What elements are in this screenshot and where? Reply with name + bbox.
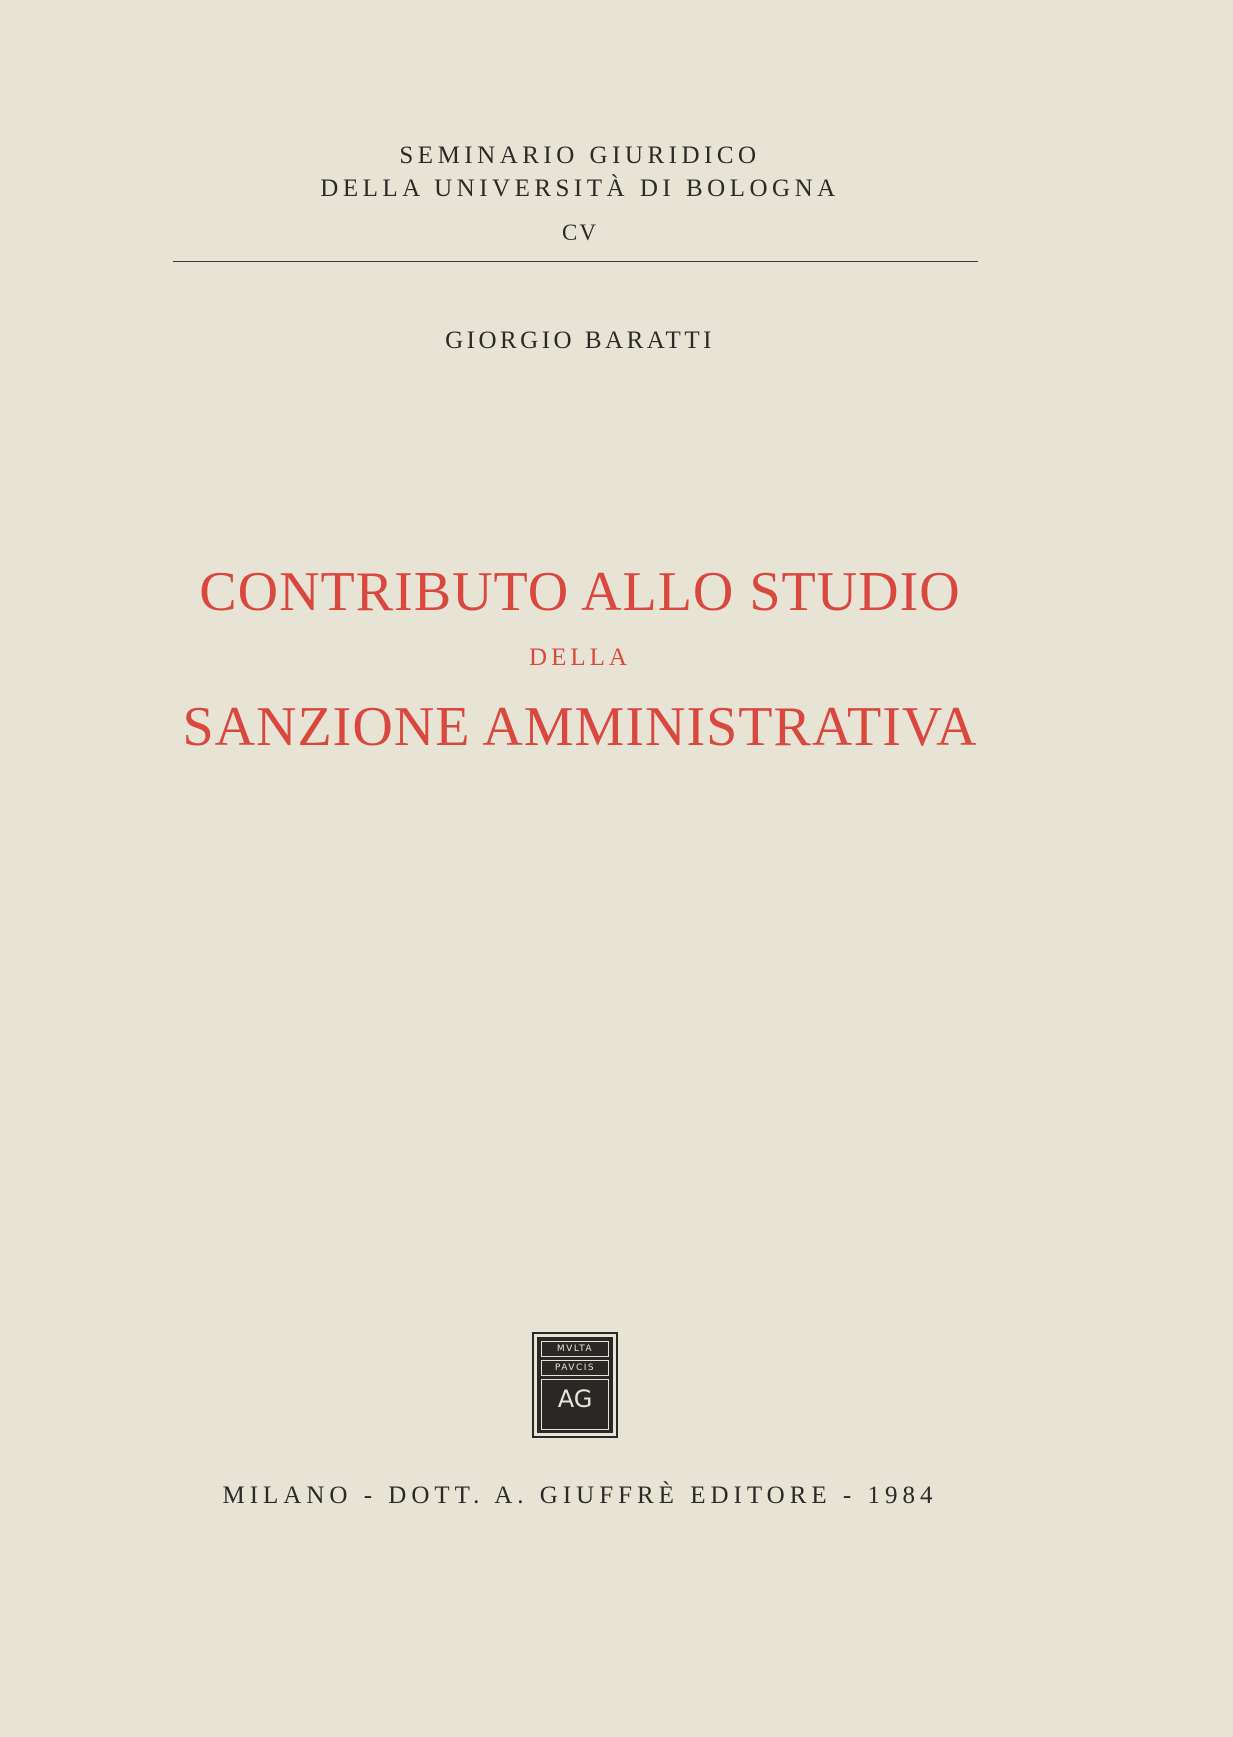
horizontal-rule — [173, 261, 978, 262]
logo-initials: AG — [541, 1379, 609, 1430]
book-title-connector: DELLA — [529, 644, 631, 671]
publisher-logo-inner — [537, 1337, 613, 1433]
book-title-line2: SANZIONE AMMINISTRATIVA — [182, 696, 978, 758]
series-number: CV — [562, 220, 598, 245]
logo-word-paucis: PAVCIS — [541, 1360, 609, 1376]
author-name: GIORGIO BARATTI — [445, 327, 715, 354]
series-name: SEMINARIO GIURIDICO — [399, 142, 761, 169]
series-institution: DELLA UNIVERSITÀ DI BOLOGNA — [320, 175, 840, 202]
publisher-imprint: MILANO - DOTT. A. GIUFFRÈ EDITORE - 1984 — [222, 1482, 938, 1509]
book-title-line1: CONTRIBUTO ALLO STUDIO — [199, 561, 961, 623]
logo-word-multa: MVLTA — [541, 1341, 609, 1357]
publisher-logo — [532, 1332, 618, 1438]
